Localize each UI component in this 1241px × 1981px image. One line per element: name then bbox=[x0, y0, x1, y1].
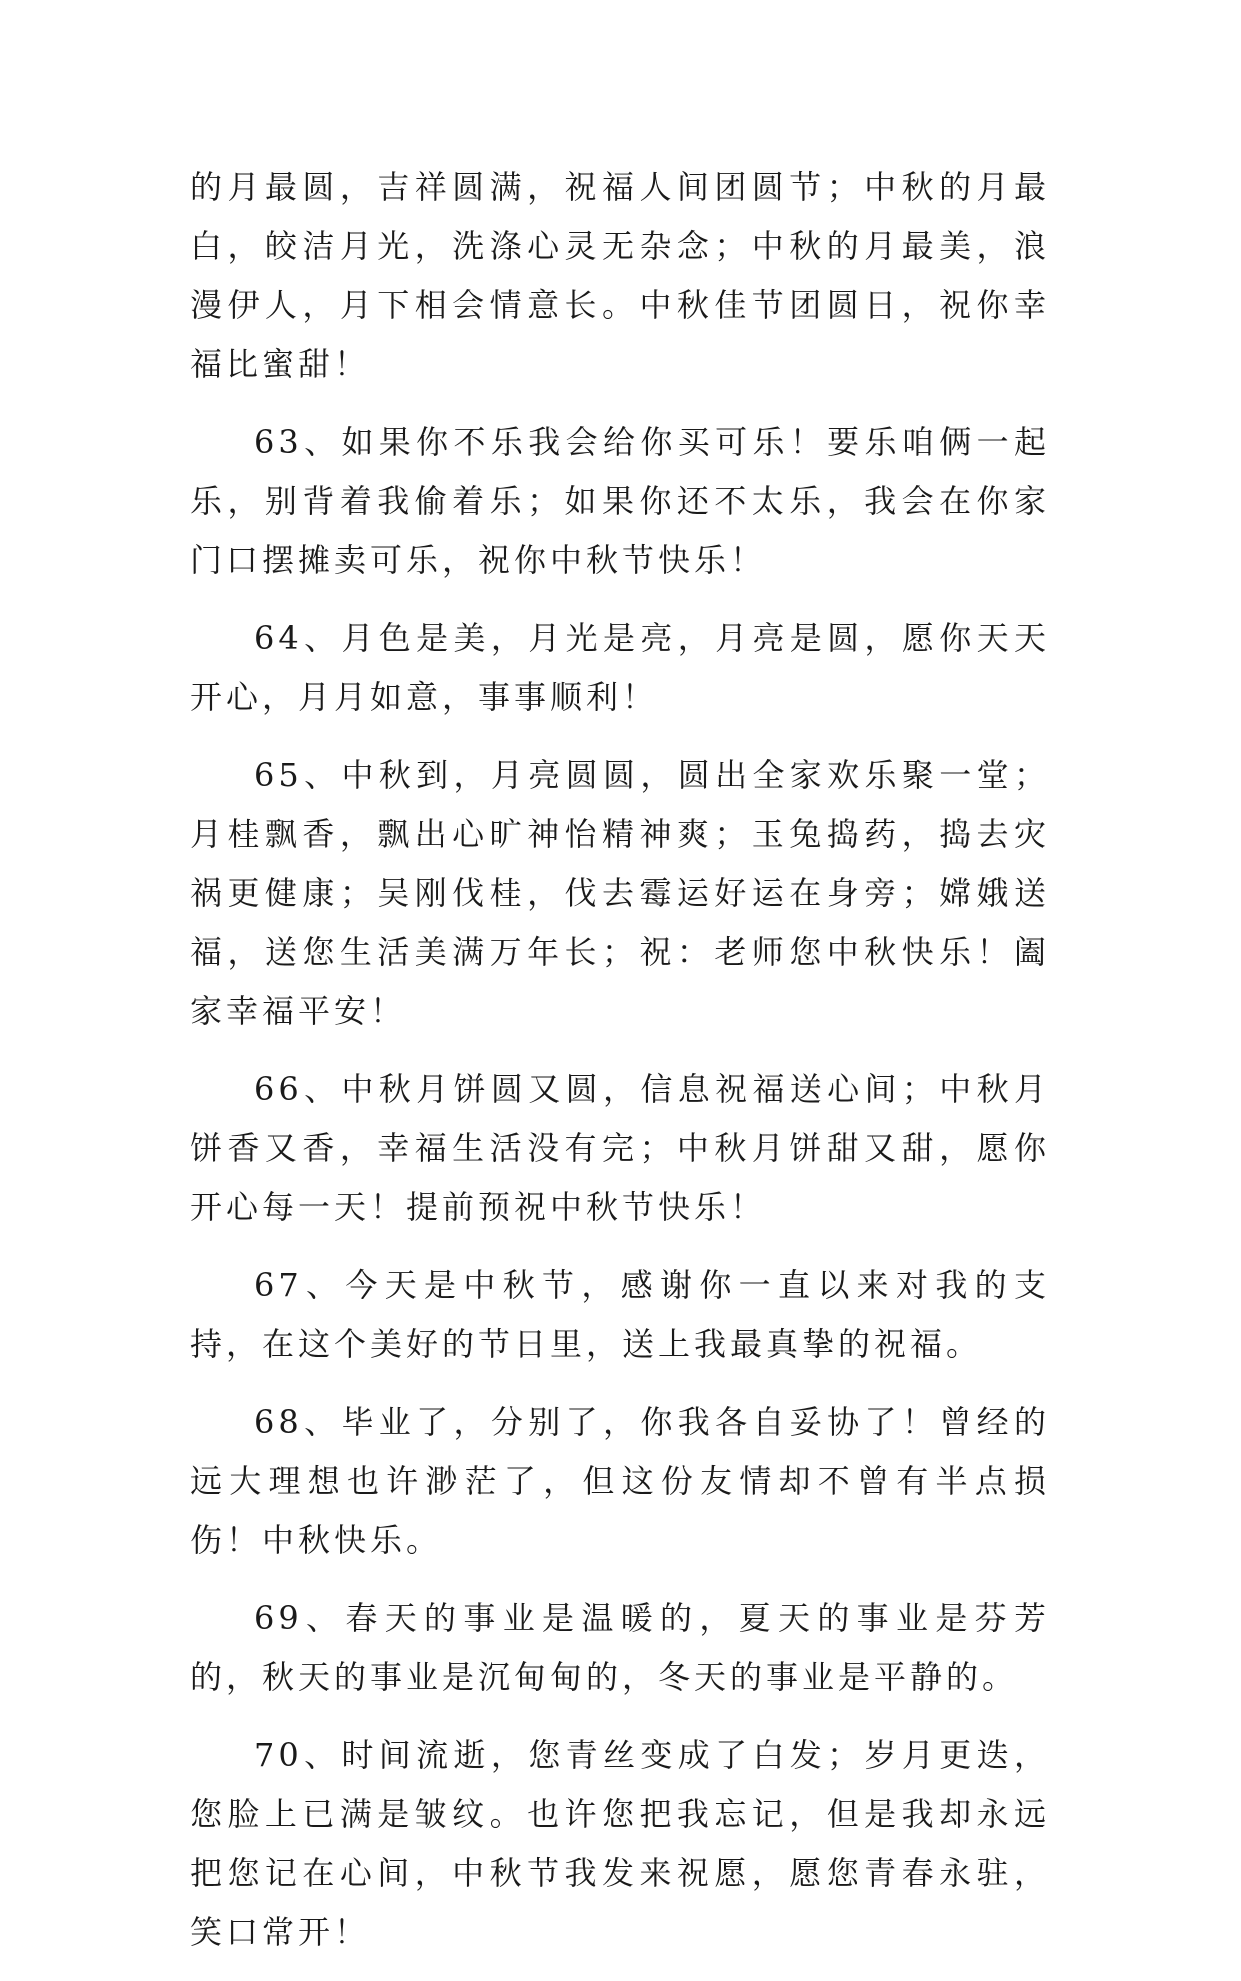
paragraph-68: 68、毕业了，分别了，你我各自妥协了！曾经的远大理想也许渺茫了，但这份友情却不曾有半点损伤！中秋快乐。 bbox=[190, 1403, 1050, 1559]
paragraph-69: 69、春天的事业是温暖的，夏天的事业是芬芳的，秋天的事业是沉甸甸的，冬天的事业是平静的。 bbox=[190, 1599, 1050, 1696]
paragraph-62-continued: 的月最圆，吉祥圆满，祝福人间团圆节；中秋的月最白，皎洁月光，洗涤心灵无杂念；中秋的月最美，浪漫伊人，月下相会情意长。中秋佳节团圆日，祝你幸福比蜜甜！ bbox=[190, 168, 1050, 383]
paragraph-63: 63、如果你不乐我会给你买可乐！要乐咱俩一起乐，别背着我偷着乐；如果你还不太乐，我会在你家门口摆摊卖可乐，祝你中秋节快乐！ bbox=[190, 423, 1050, 579]
document-page bbox=[190, 158, 1050, 1981]
paragraph-66: 66、中秋月饼圆又圆，信息祝福送心间；中秋月饼香又香，幸福生活没有完；中秋月饼甜又甜，愿你开心每一天！提前预祝中秋节快乐！ bbox=[190, 1070, 1050, 1226]
paragraph-70: 70、时间流逝，您青丝变成了白发；岁月更迭，您脸上已满是皱纹。也许您把我忘记，但是我却永远把您记在心间，中秋节我发来祝愿，愿您青春永驻，笑口常开！ bbox=[190, 1736, 1050, 1951]
paragraph-65: 65、中秋到，月亮圆圆，圆出全家欢乐聚一堂；月桂飘香，飘出心旷神怡精神爽；玉兔捣药，捣去灾祸更健康；吴刚伐桂，伐去霉运好运在身旁；嫦娥送福，送您生活美满万年长；祝：老师您中秋快乐！阖家幸福平安！ bbox=[190, 756, 1050, 1030]
paragraph-67: 67、今天是中秋节，感谢你一直以来对我的支持，在这个美好的节日里，送上我最真挚的祝福。 bbox=[190, 1266, 1050, 1363]
paragraph-64: 64、月色是美，月光是亮，月亮是圆，愿你天天开心，月月如意，事事顺利！ bbox=[190, 619, 1050, 716]
